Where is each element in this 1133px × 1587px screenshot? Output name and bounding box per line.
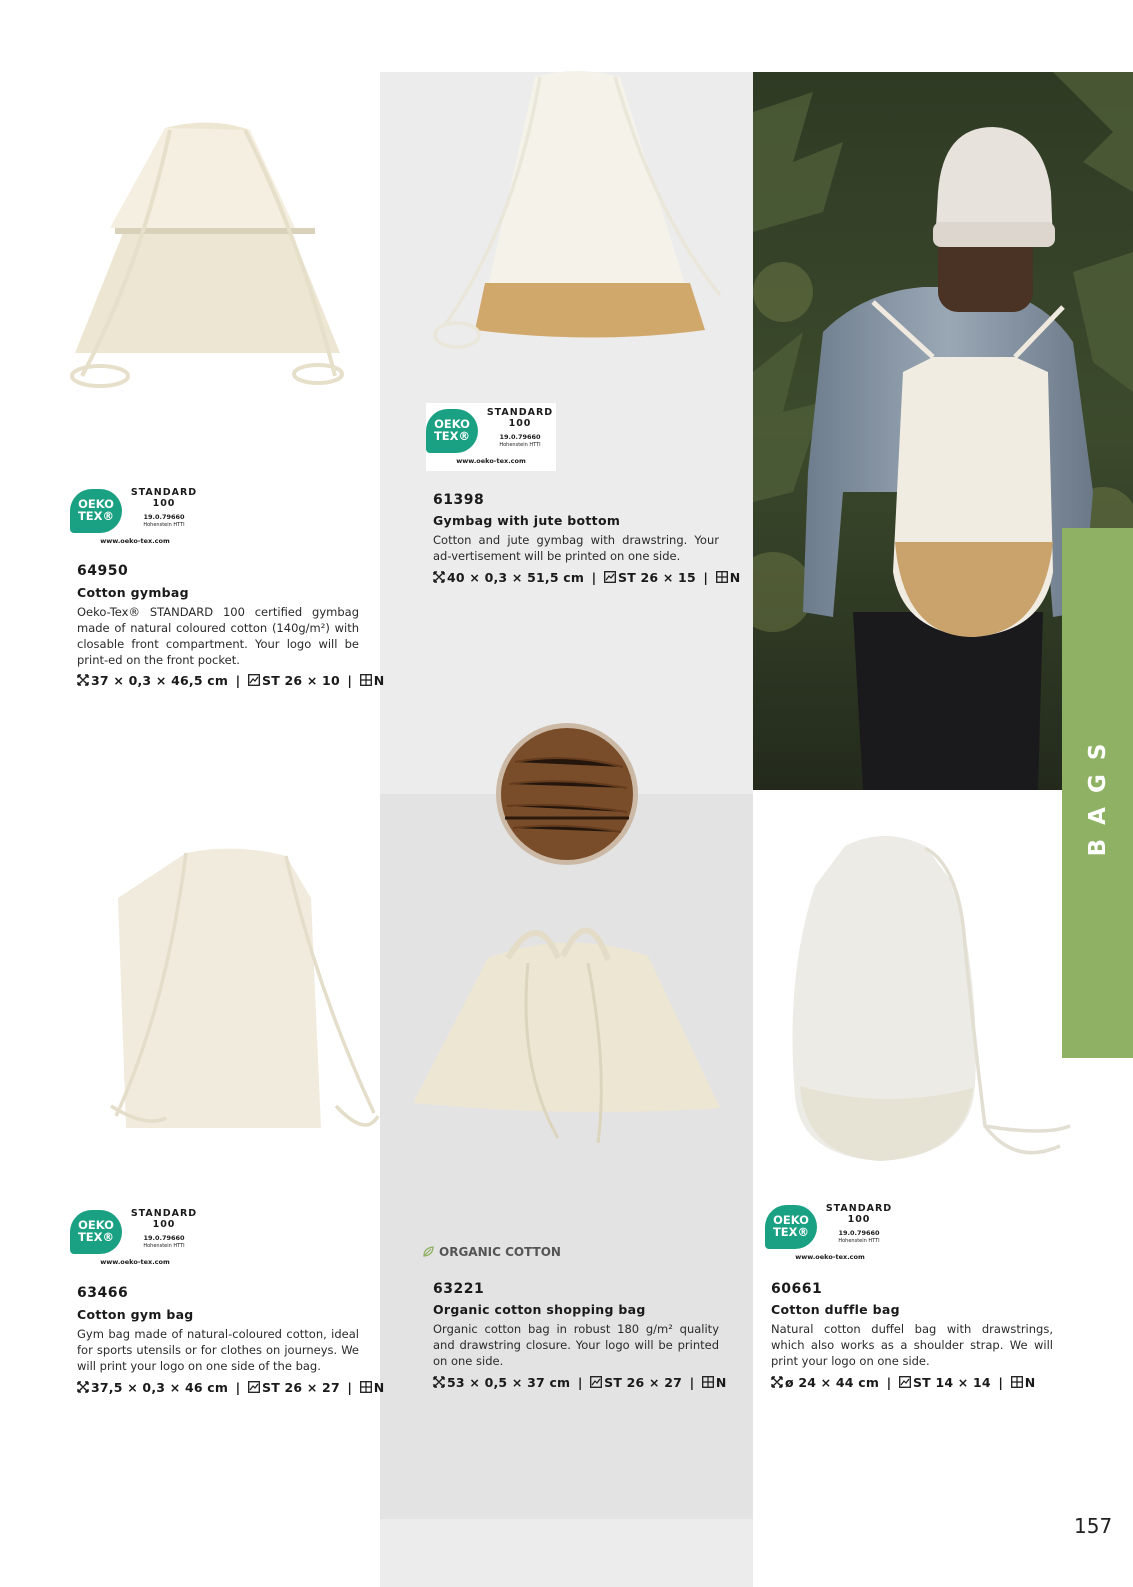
product-specs: 37 × 0,3 × 46,5 cm | ST 26 × 10 | N (77, 673, 384, 688)
dimensions-icon (77, 674, 89, 686)
product-name: Cotton gym bag (77, 1307, 194, 1322)
print-area-icon (248, 674, 260, 686)
product-name: Cotton duffle bag (771, 1302, 900, 1317)
oeko-tex-logo: OEKO TEX® (70, 1210, 122, 1254)
packaging-icon (360, 1381, 372, 1393)
product-description: Cotton and jute gymbag with drawstring. Your ad-vertisement will be printed on one side. (433, 533, 719, 563)
oeko-tex-badge: OEKO TEX® STANDARD 100 19.0.79660 Hohenstein HTTI www.oeko-tex.com (70, 1204, 200, 1272)
dimensions-icon (77, 1381, 89, 1393)
section-tab-label: BAGS (1084, 729, 1111, 857)
product-name: Organic cotton shopping bag (433, 1302, 646, 1317)
product-image-63221 (408, 918, 728, 1158)
packaging-icon (1011, 1376, 1023, 1388)
product-specs: 37,5 × 0,3 × 46 cm | ST 26 × 27 | N (77, 1380, 384, 1395)
product-image-61398 (425, 65, 725, 375)
center-panel-footer (380, 1519, 753, 1587)
organic-cotton-label: ORGANIC COTTON (422, 1245, 561, 1259)
oeko-tex-badge: OEKO TEX® STANDARD 100 19.0.79660 Hohenstein HTTI www.oeko-tex.com (426, 403, 556, 471)
page-number: 157 (1074, 1514, 1113, 1538)
product-code: 60661 (771, 1281, 823, 1297)
product-description: Oeko-Tex® STANDARD 100 certified gymbag made of natural coloured cotton (140g/m²) with closable front compartment. Your logo will be print-ed on the front pocket. (77, 605, 359, 667)
product-code: 63466 (77, 1285, 129, 1301)
product-image-63466 (106, 848, 381, 1138)
print-area-icon (590, 1376, 602, 1388)
product-name: Gymbag with jute bottom (433, 513, 621, 528)
product-description: Organic cotton bag in robust 180 g/m² quality and drawstring closure. Your logo will be printed on one side. (433, 1322, 719, 1368)
print-area-icon (604, 571, 616, 583)
product-code: 64950 (77, 563, 129, 579)
oeko-tex-logo: OEKO TEX® (426, 409, 478, 453)
wood-texture-circle (495, 722, 639, 866)
packaging-icon (716, 571, 728, 583)
product-code: 63221 (433, 1281, 485, 1297)
product-code: 61398 (433, 492, 485, 508)
oeko-tex-badge: OEKO TEX® STANDARD 100 19.0.79660 Hohenstein HTTI www.oeko-tex.com (70, 483, 200, 551)
product-image-64950 (70, 118, 345, 400)
print-area-icon (248, 1381, 260, 1393)
product-name: Cotton gymbag (77, 585, 189, 600)
product-image-60661 (785, 826, 1080, 1176)
product-description: Natural cotton duffel bag with drawstrings, which also works as a shoulder strap. We will print your logo on one side. (771, 1322, 1053, 1368)
leaf-icon (422, 1245, 435, 1258)
product-specs: ø 24 × 44 cm | ST 14 × 14 | N (771, 1375, 1035, 1390)
product-specs: 40 × 0,3 × 51,5 cm | ST 26 × 15 | N (433, 570, 740, 585)
product-description: Gym bag made of natural-coloured cotton, ideal for sports utensils or for clothes on journeys. We will print your logo on one side of the bag. (77, 1327, 359, 1373)
oeko-tex-badge: OEKO TEX® STANDARD 100 19.0.79660 Hohenstein HTTI www.oeko-tex.com (765, 1199, 895, 1267)
dimensions-icon (433, 1376, 445, 1388)
print-area-icon (899, 1376, 911, 1388)
packaging-icon (702, 1376, 714, 1388)
oeko-tex-logo: OEKO TEX® (70, 489, 122, 533)
product-specs: 53 × 0,5 × 37 cm | ST 26 × 27 | N (433, 1375, 727, 1390)
dimensions-icon (433, 571, 445, 583)
dimensions-icon (771, 1376, 783, 1388)
oeko-tex-logo: OEKO TEX® (765, 1205, 817, 1249)
packaging-icon (360, 674, 372, 686)
